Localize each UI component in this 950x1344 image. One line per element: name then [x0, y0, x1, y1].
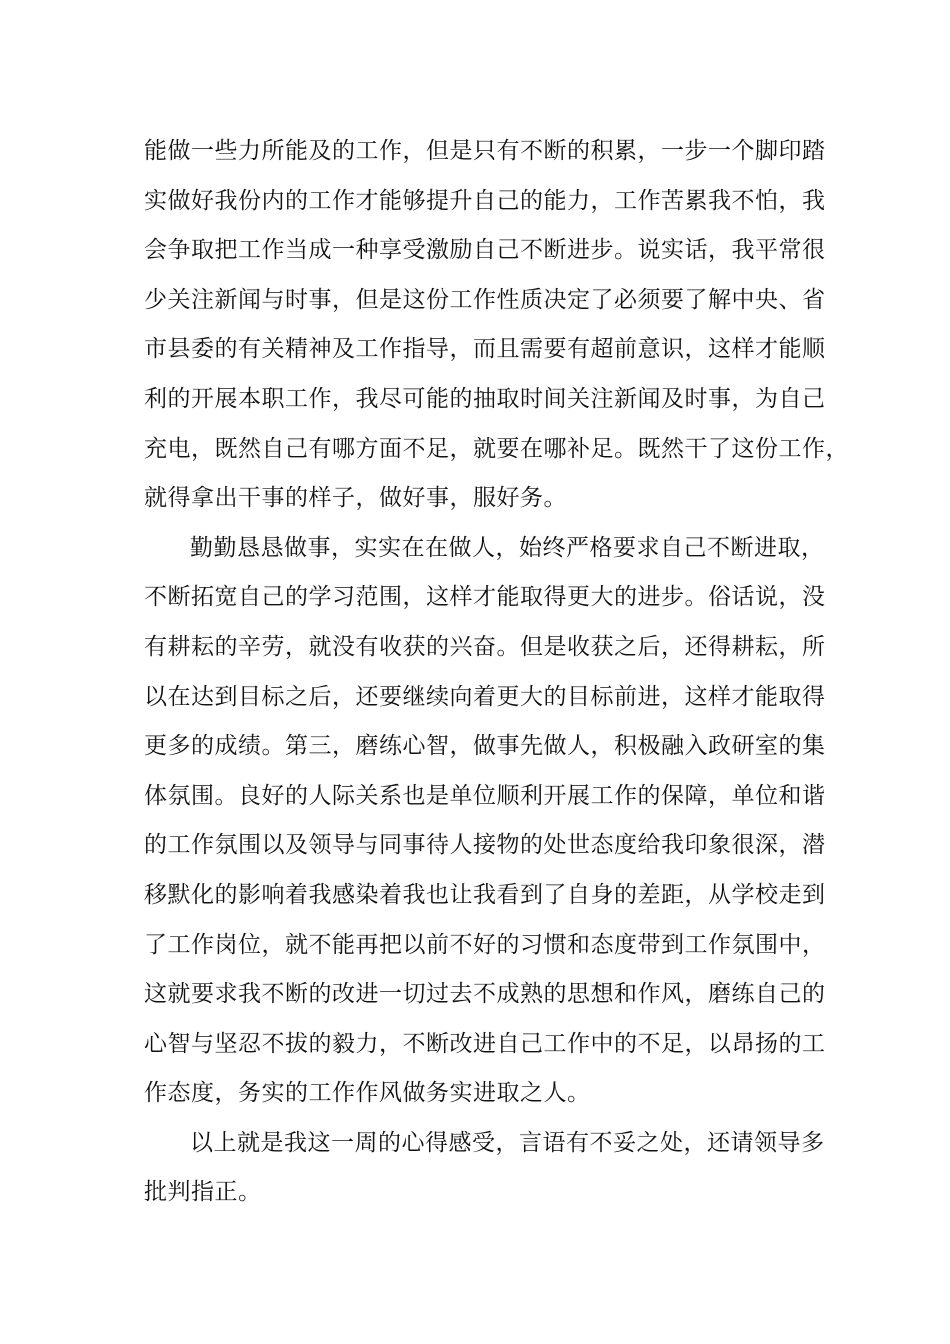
text-line: 心智与坚忍不拔的毅力，不断改进自己工作中的不足，以昂扬的工 — [144, 1030, 826, 1057]
text-line: 这就要求我不断的改进一切过去不成熟的思想和作风，磨练自己的 — [144, 981, 826, 1008]
text-line: 体氛围。良好的人际关系也是单位顺利开展工作的保障，单位和谐 — [144, 782, 826, 809]
text-line: 作态度，务实的工作作风做务实进取之人。 — [144, 1080, 591, 1107]
text-line: 充电，既然自己有哪方面不足，就要在哪补足。既然干了这份工作， — [144, 435, 849, 462]
text-line: 就得拿出干事的样子，做好事，服好务。 — [144, 485, 567, 512]
text-line: 以在达到目标之后，还要继续向着更大的目标前进，这样才能取得 — [144, 683, 826, 710]
text-line: 移默化的影响着我感染着我也让我看到了自身的差距，从学校走到 — [144, 881, 826, 908]
text-line: 批判指正。 — [144, 1179, 262, 1206]
text-line: 市县委的有关精神及工作指导，而且需要有超前意识，这样才能顺 — [144, 336, 826, 363]
text-line: 以上就是我这一周的心得感受，言语有不妥之处，还请领导多 — [190, 1129, 825, 1156]
paragraph-2 — [144, 524, 824, 1119]
text-line: 会争取把工作当成一种享受激励自己不断进步。说实话，我平常很 — [144, 237, 826, 264]
text-line: 能做一些力所能及的工作，但是只有不断的积累，一步一个脚印踏 — [144, 138, 826, 164]
text-line: 实做好我份内的工作才能够提升自己的能力，工作苦累我不怕，我 — [144, 187, 826, 214]
document-body — [144, 127, 849, 1218]
text-line: 利的开展本职工作，我尽可能的抽取时间关注新闻及时事，为自己 — [144, 385, 826, 412]
text-line: 少关注新闻与时事，但是这份工作性质决定了必须要了解中央、省 — [144, 286, 826, 313]
text-line: 勤勤恳恳做事，实实在在做人，始终严格要求自己不断进取， — [190, 534, 825, 561]
text-line: 不断拓宽自己的学习范围，这样才能取得更大的进步。俗话说，没 — [144, 584, 826, 611]
text-line: 了工作岗位，就不能再把以前不好的习惯和态度带到工作氛围中， — [144, 931, 826, 958]
paragraph-1 — [144, 127, 849, 524]
text-line: 更多的成绩。第三，磨练心智，做事先做人，积极融入政研室的集 — [144, 733, 826, 760]
text-line: 的工作氛围以及领导与同事待人接物的处世态度给我印象很深，潜 — [144, 832, 826, 859]
text-line: 有耕耘的辛劳，就没有收获的兴奋。但是收获之后，还得耕耘，所 — [144, 633, 826, 660]
paragraph-3 — [144, 1119, 824, 1218]
